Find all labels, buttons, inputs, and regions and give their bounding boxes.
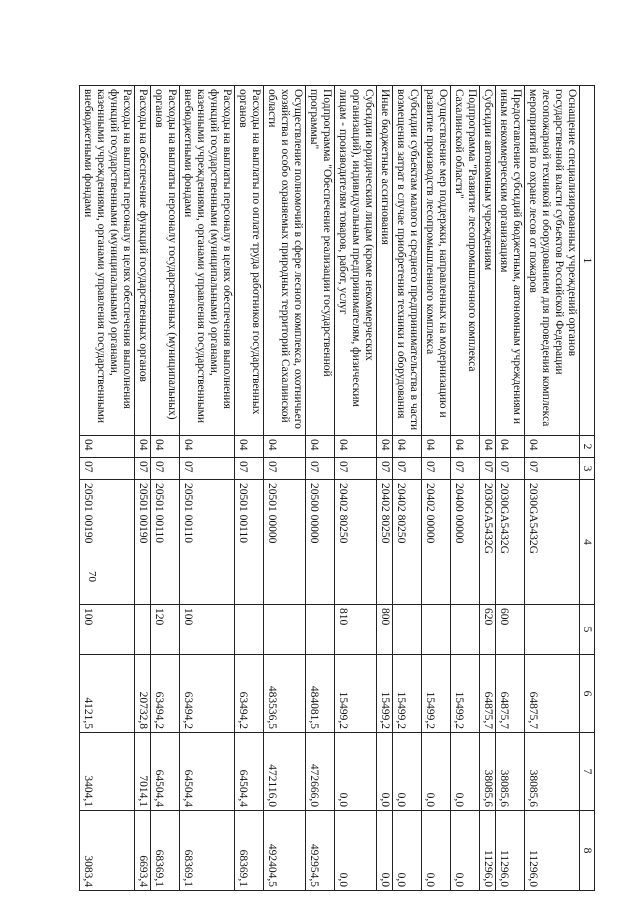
amount-year-3: 0,0 xyxy=(335,811,377,891)
expense-type-code xyxy=(451,605,480,655)
column-header: 2 xyxy=(580,436,595,458)
amount-year-1: 63494,2 xyxy=(180,655,235,733)
column-header: 1 xyxy=(580,86,595,436)
amount-year-2: 38085,6 xyxy=(525,733,580,811)
amount-year-3: 68369,1 xyxy=(151,811,180,891)
amount-year-3: 11296,0 xyxy=(480,811,496,891)
amount-year-3: 3083,4 xyxy=(80,811,135,891)
row-name: Осуществление мер поддержки, направленных на модернизацию и развитие производств лесопромышленного комплекса xyxy=(422,86,451,436)
table-row xyxy=(377,86,393,891)
subsection-code: 07 xyxy=(377,458,393,480)
row-name: Расходы на выплаты персоналу в целях обеспечения выполнения функций государственными (муниципальными) органами, казенными учреждениями, органами управления государственными внебюджетными фондами xyxy=(80,86,135,436)
column-header: 4 xyxy=(580,480,595,605)
amount-year-1: 15499,2 xyxy=(377,655,393,733)
subsection-code: 07 xyxy=(335,458,377,480)
section-code: 04 xyxy=(235,436,264,458)
column-header: 6 xyxy=(580,655,595,733)
target-article-code: 2030GA5432G xyxy=(496,480,525,605)
table-row xyxy=(235,86,264,891)
expense-type-code: 100 xyxy=(80,605,135,655)
table-row xyxy=(306,86,335,891)
section-code: 04 xyxy=(525,436,580,458)
table-row xyxy=(525,86,580,891)
target-article-code: 2030GA5432G xyxy=(525,480,580,605)
amount-year-2: 472666,0 xyxy=(306,733,335,811)
row-name: Расходы на выплаты персоналу в целях обеспечения выполнения функций государственными (муниципальными) органами, казенными учреждениями, органами управления государственными внебюджетными фондами xyxy=(180,86,235,436)
section-code: 04 xyxy=(335,436,377,458)
amount-year-3: 11296,0 xyxy=(496,811,525,891)
subsection-code: 07 xyxy=(393,458,422,480)
expense-type-code xyxy=(393,605,422,655)
section-code: 04 xyxy=(393,436,422,458)
subsection-code: 07 xyxy=(80,458,135,480)
budget-table xyxy=(79,85,595,891)
amount-year-1: 484081,5 xyxy=(306,655,335,733)
subsection-code: 07 xyxy=(306,458,335,480)
amount-year-1: 64875,7 xyxy=(525,655,580,733)
section-code: 04 xyxy=(451,436,480,458)
row-name: Расходы на выплаты персоналу государственных (муниципальных) органов xyxy=(151,86,180,436)
row-name: Расходы на выплаты по оплате труда работников государственных органов xyxy=(235,86,264,436)
table-row xyxy=(135,86,151,891)
amount-year-1: 15499,2 xyxy=(335,655,377,733)
expense-type-code: 620 xyxy=(480,605,496,655)
expense-type-code xyxy=(422,605,451,655)
amount-year-2: 0,0 xyxy=(393,733,422,811)
row-name: Субсидии субъектам малого и среднего предпринимательства в части возмещения затрат в случае приобретения техники и оборудования xyxy=(393,86,422,436)
target-article-code: 20501 00110 xyxy=(235,480,264,605)
expense-type-code: 600 xyxy=(496,605,525,655)
amount-year-2: 0,0 xyxy=(335,733,377,811)
amount-year-3: 0,0 xyxy=(451,811,480,891)
amount-year-1: 15499,2 xyxy=(393,655,422,733)
subsection-code: 07 xyxy=(264,458,306,480)
rotated-sheet xyxy=(40,85,595,890)
section-code: 04 xyxy=(151,436,180,458)
column-header: 8 xyxy=(580,811,595,891)
amount-year-2: 64504,4 xyxy=(151,733,180,811)
section-code: 04 xyxy=(377,436,393,458)
section-code: 04 xyxy=(264,436,306,458)
subsection-code: 07 xyxy=(180,458,235,480)
amount-year-1: 64875,7 xyxy=(496,655,525,733)
table-row xyxy=(496,86,525,891)
section-code: 04 xyxy=(496,436,525,458)
row-name: Подпрограмма "Развитие лесопромышленного комплекса Сахалинской области" xyxy=(451,86,480,436)
table-row xyxy=(480,86,496,891)
section-code: 04 xyxy=(135,436,151,458)
table-row xyxy=(422,86,451,891)
target-article-code: 20400 00000 xyxy=(451,480,480,605)
target-article-code: 20402 80250 xyxy=(377,480,393,605)
section-code: 04 xyxy=(306,436,335,458)
section-code: 04 xyxy=(480,436,496,458)
amount-year-1: 63494,2 xyxy=(151,655,180,733)
amount-year-3: 68369,1 xyxy=(180,811,235,891)
target-article-code: 20501 00190 xyxy=(80,480,135,605)
target-article-code: 20501 00110 xyxy=(180,480,235,605)
subsection-code: 07 xyxy=(496,458,525,480)
amount-year-3: 492404,5 xyxy=(264,811,306,891)
amount-year-3: 0,0 xyxy=(422,811,451,891)
row-name: Предоставление субсидий бюджетным, автономным учреждениям и иным некоммерческим организациям xyxy=(496,86,525,436)
amount-year-1: 63494,2 xyxy=(235,655,264,733)
amount-year-3: 0,0 xyxy=(393,811,422,891)
amount-year-2: 7014,1 xyxy=(135,733,151,811)
expense-type-code xyxy=(235,605,264,655)
row-name: Оснащение специализированных учреждений органов государственной власти субъектов Российской Федерации лесопожарной техникой и оборудованием для проведения комплекса мероприятий по охране лесов от пожаров xyxy=(525,86,580,436)
column-header: 3 xyxy=(580,458,595,480)
amount-year-1: 483536,5 xyxy=(264,655,306,733)
amount-year-2: 64504,4 xyxy=(235,733,264,811)
amount-year-1: 64875,7 xyxy=(480,655,496,733)
target-article-code: 20501 00190 xyxy=(135,480,151,605)
column-header: 5 xyxy=(580,605,595,655)
subsection-code: 07 xyxy=(235,458,264,480)
table-row xyxy=(393,86,422,891)
amount-year-3: 6693,4 xyxy=(135,811,151,891)
column-header: 7 xyxy=(580,733,595,811)
subsection-code: 07 xyxy=(151,458,180,480)
expense-type-code: 800 xyxy=(377,605,393,655)
subsection-code: 07 xyxy=(525,458,580,480)
amount-year-3: 492954,5 xyxy=(306,811,335,891)
table-row xyxy=(80,86,135,891)
header-row xyxy=(580,86,595,891)
row-name: Субсидии юридическим лицам (кроме некоммерческих организаций), индивидуальным предпринимателям, физическим лицам - производителям товаров, работ, услуг xyxy=(335,86,377,436)
target-article-code: 20500 00000 xyxy=(306,480,335,605)
row-name: Субсидии автономным учреждениям xyxy=(480,86,496,436)
section-code: 04 xyxy=(80,436,135,458)
amount-year-2: 64504,4 xyxy=(180,733,235,811)
expense-type-code: 100 xyxy=(180,605,235,655)
subsection-code: 07 xyxy=(422,458,451,480)
section-code: 04 xyxy=(422,436,451,458)
target-article-code: 2030GA5432G xyxy=(480,480,496,605)
expense-type-code xyxy=(264,605,306,655)
table-row xyxy=(180,86,235,891)
expense-type-code: 120 xyxy=(151,605,180,655)
target-article-code: 20501 00000 xyxy=(264,480,306,605)
amount-year-3: 11296,0 xyxy=(525,811,580,891)
table-row xyxy=(264,86,306,891)
table-row xyxy=(151,86,180,891)
amount-year-3: 68369,1 xyxy=(235,811,264,891)
subsection-code: 07 xyxy=(480,458,496,480)
expense-type-code xyxy=(306,605,335,655)
amount-year-1: 4121,5 xyxy=(80,655,135,733)
amount-year-2: 38085,6 xyxy=(496,733,525,811)
amount-year-2: 0,0 xyxy=(451,733,480,811)
expense-type-code xyxy=(135,605,151,655)
target-article-code: 20501 00110 xyxy=(151,480,180,605)
amount-year-2: 38085,6 xyxy=(480,733,496,811)
row-name: Расходы на обеспечение функций государственных органов xyxy=(135,86,151,436)
row-name: Осуществление полномочий в сфере лесного комплекса, охотничьего хозяйства и особо охраняемых природных территорий Сахалинской области xyxy=(264,86,306,436)
section-code: 04 xyxy=(180,436,235,458)
expense-type-code: 810 xyxy=(335,605,377,655)
amount-year-3: 0,0 xyxy=(377,811,393,891)
subsection-code: 07 xyxy=(451,458,480,480)
page-number: 70 xyxy=(86,571,98,582)
amount-year-2: 3404,1 xyxy=(80,733,135,811)
table-row xyxy=(335,86,377,891)
amount-year-2: 0,0 xyxy=(422,733,451,811)
amount-year-1: 15499,2 xyxy=(451,655,480,733)
expense-type-code xyxy=(525,605,580,655)
subsection-code: 07 xyxy=(135,458,151,480)
target-article-code: 20402 80250 xyxy=(335,480,377,605)
target-article-code: 20402 00000 xyxy=(422,480,451,605)
amount-year-1: 15499,2 xyxy=(422,655,451,733)
amount-year-2: 0,0 xyxy=(377,733,393,811)
amount-year-1: 20732,8 xyxy=(135,655,151,733)
table-row xyxy=(451,86,480,891)
amount-year-2: 472116,0 xyxy=(264,733,306,811)
row-name: Подпрограмма "Обеспечение реализации государственной программы" xyxy=(306,86,335,436)
row-name: Иные бюджетные ассигнования xyxy=(377,86,393,436)
target-article-code: 20402 80250 xyxy=(393,480,422,605)
table-body xyxy=(80,86,580,891)
